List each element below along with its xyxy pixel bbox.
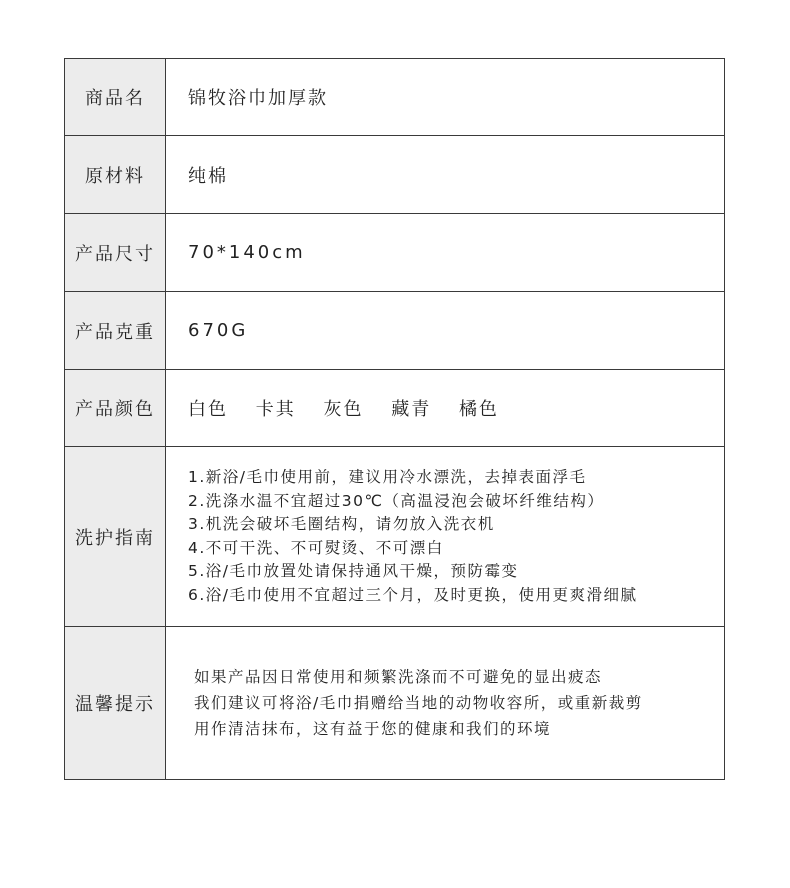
spec-label-weight: 产品克重	[65, 292, 166, 370]
spec-value-weight: 670G	[166, 292, 725, 370]
spec-value-material: 纯棉	[166, 136, 725, 214]
spec-value-tips	[166, 627, 725, 780]
spec-label-size: 产品尺寸	[65, 214, 166, 292]
spec-row-weight	[65, 292, 725, 370]
care-instruction-item: 5.浴/毛巾放置处请保持通风干燥，预防霉变	[188, 562, 519, 580]
spec-value-colors	[166, 370, 725, 447]
care-instruction-item: 3.机洗会破坏毛圈结构，请勿放入洗衣机	[188, 515, 495, 533]
spec-row-colors	[65, 370, 725, 447]
care-instruction-item: 2.洗涤水温不宜超过30℃（高温浸泡会破坏纤维结构）	[188, 491, 605, 510]
care-instructions-list	[188, 466, 724, 607]
spec-row-care	[65, 447, 725, 627]
spec-label-colors: 产品颜色	[65, 370, 166, 447]
product-spec-table	[64, 58, 725, 780]
care-instruction-item: 4.不可干洗、不可熨烫、不可漂白	[188, 538, 444, 557]
spec-label-tips: 温馨提示	[65, 627, 166, 780]
care-instruction-item: 1.新浴/毛巾使用前，建议用冷水漂洗，去掉表面浮毛	[188, 468, 587, 486]
color-option: 橘色	[458, 399, 499, 420]
tips-line: 用作清洁抹布，这有益于您的健康和我们的环境	[194, 720, 552, 738]
color-option: 灰色	[323, 399, 364, 420]
spec-row-size	[65, 214, 725, 292]
spec-label-product-name: 商品名	[65, 59, 166, 136]
color-option: 白色	[188, 399, 228, 420]
color-option: 藏青	[391, 399, 432, 420]
tips-line: 我们建议可将浴/毛巾捐赠给当地的动物收容所，或重新裁剪	[194, 694, 643, 712]
spec-value-size: 70*140cm	[166, 214, 725, 292]
care-instruction-item: 6.浴/毛巾使用不宜超过三个月，及时更换，使用更爽滑细腻	[188, 585, 638, 604]
tips-line: 如果产品因日常使用和频繁洗涤而不可避免的显出疲态	[194, 668, 603, 686]
spec-label-care: 洗护指南	[65, 447, 166, 627]
spec-row-tips	[65, 627, 725, 780]
spec-row-material	[65, 136, 725, 214]
spec-label-material: 原材料	[65, 136, 166, 214]
color-option: 卡其	[255, 399, 296, 420]
spec-value-care	[166, 447, 725, 627]
spec-value-product-name: 锦牧浴巾加厚款	[166, 59, 725, 136]
spec-row-product-name	[65, 59, 725, 136]
